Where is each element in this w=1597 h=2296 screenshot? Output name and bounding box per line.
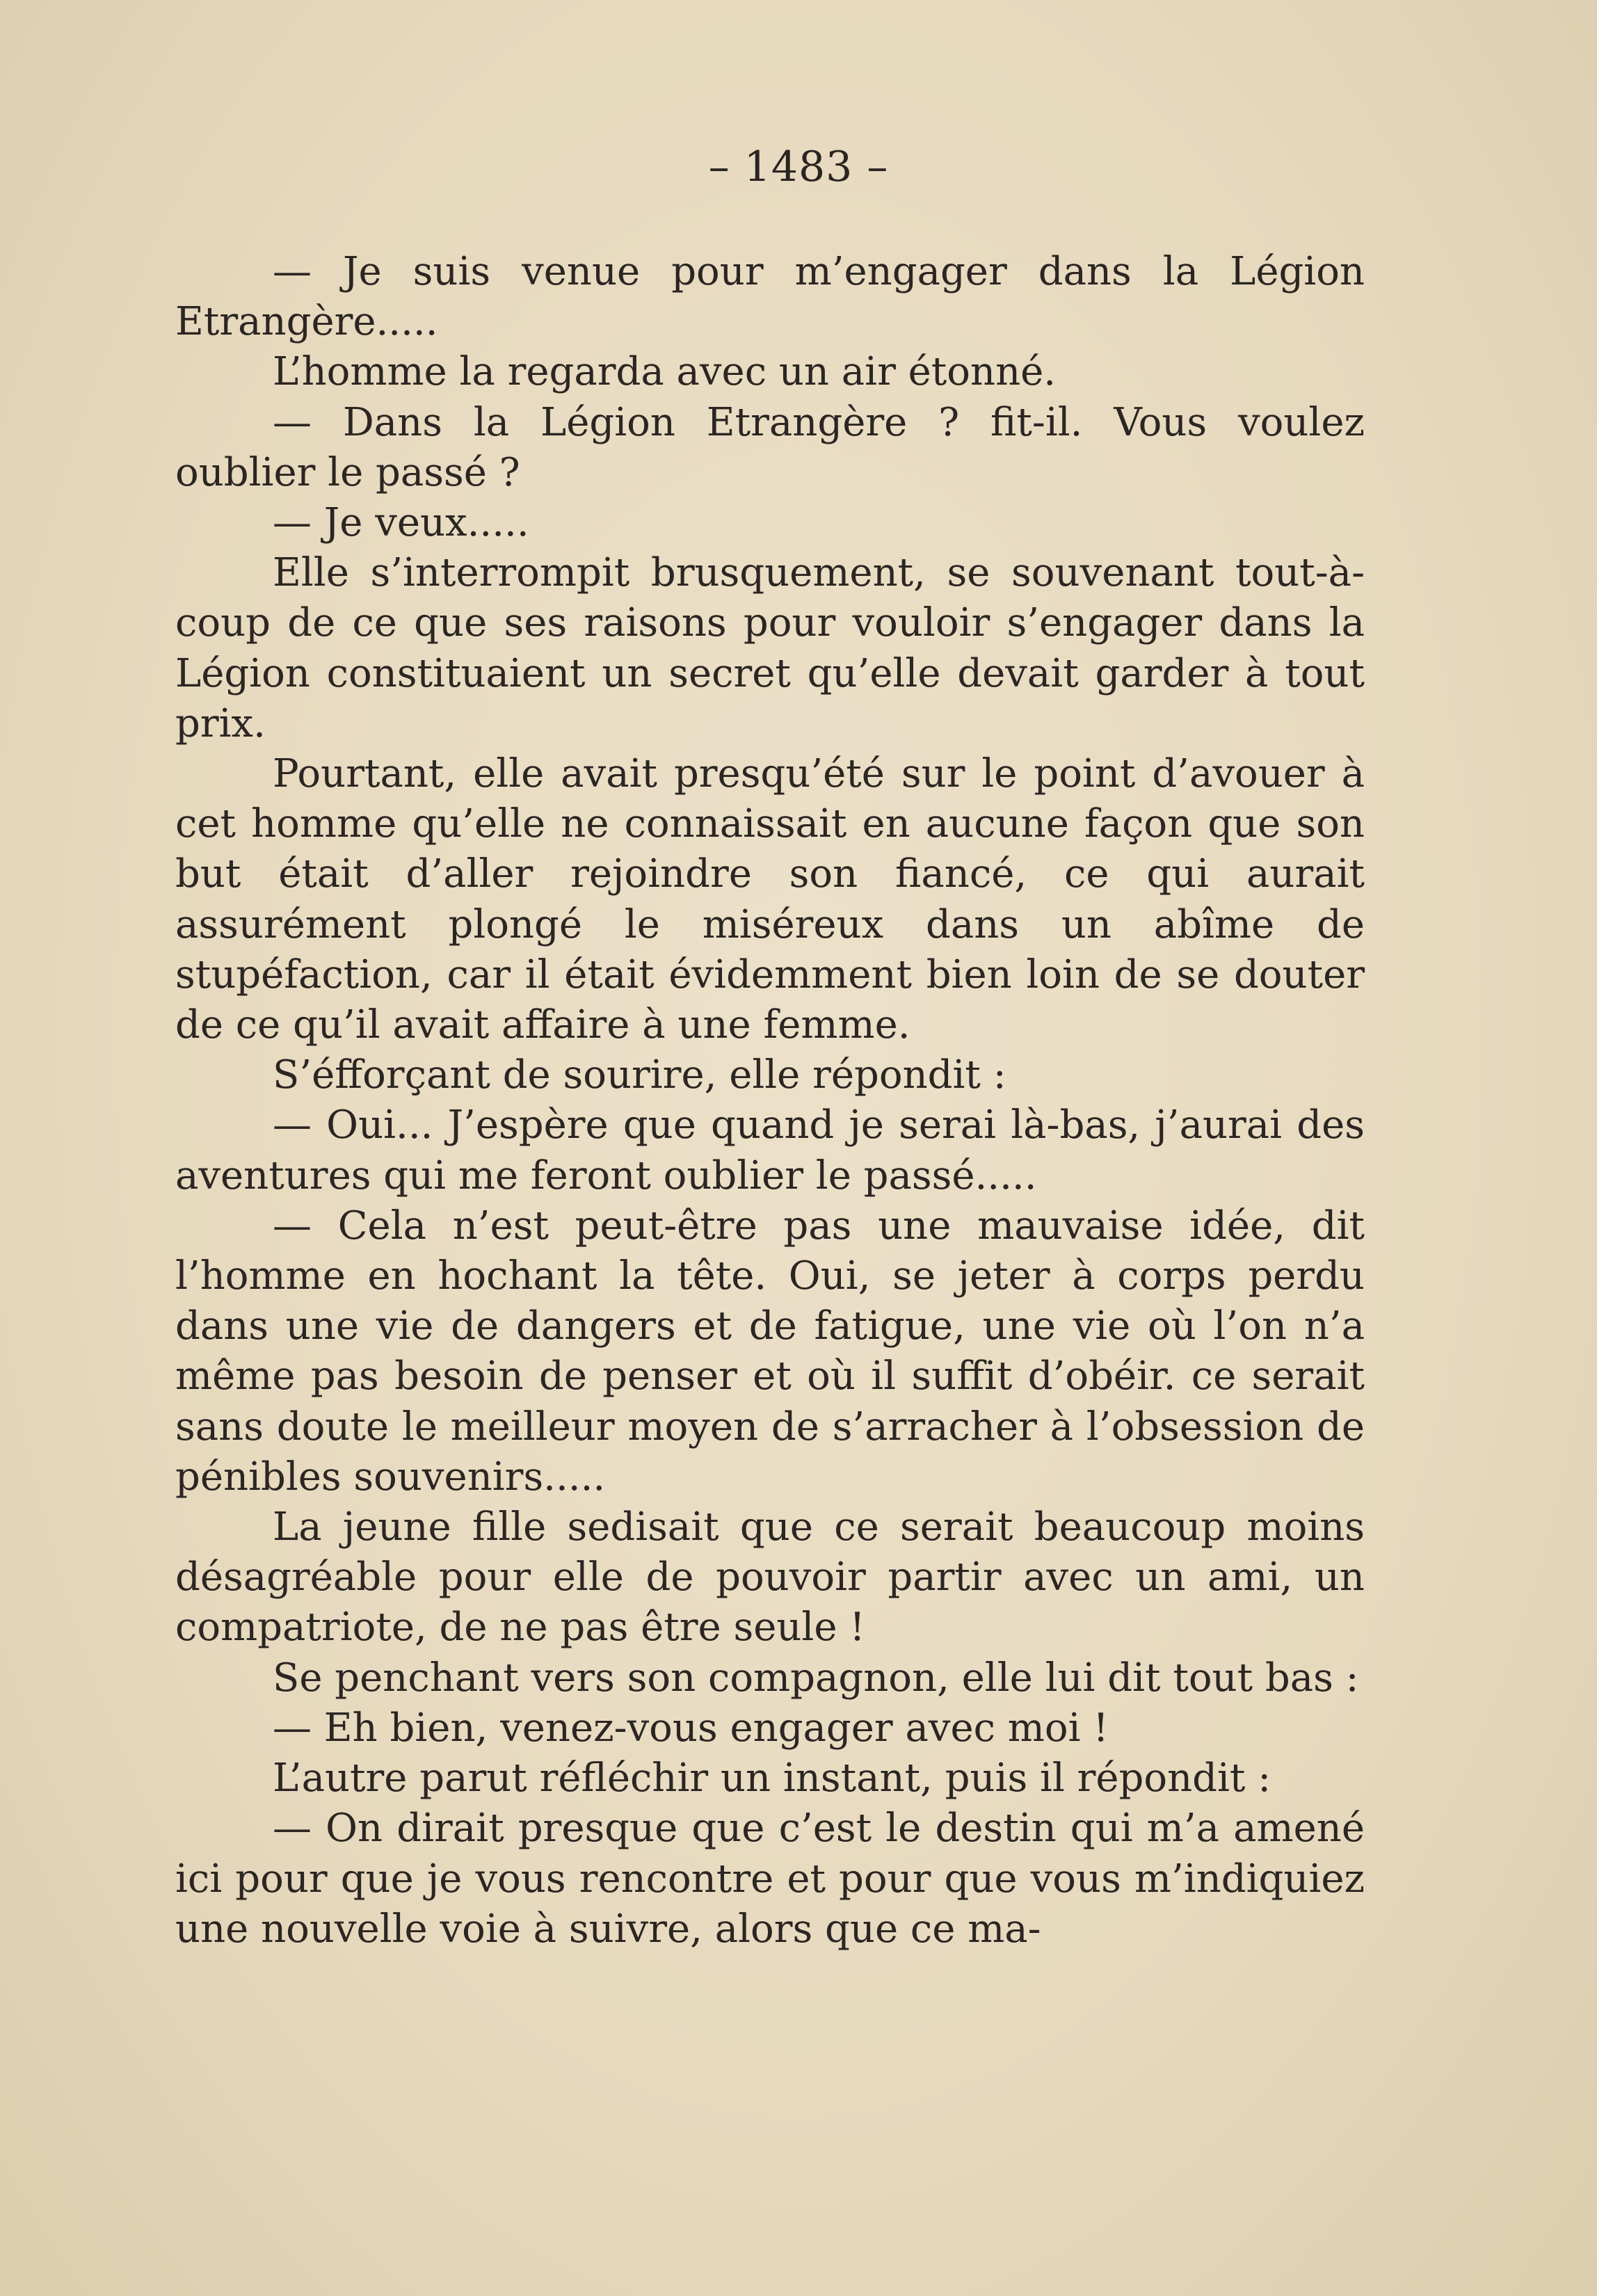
paragraph: La jeune fille sedisait que ce serait beaucoup moins désagréable pour elle de pouvoir partir avec un ami, un compatriote, de ne pas être seule !	[175, 1504, 1365, 1651]
paragraph: — Je suis venue pour m’engager dans la Légion Etrangère.....	[175, 249, 1365, 345]
paragraph: S’éfforçant de sourire, elle répondit :	[273, 1052, 1006, 1098]
paragraph: L’autre parut réfléchir un instant, puis il répondit :	[273, 1756, 1271, 1801]
page-number: – 1483 –	[708, 143, 889, 191]
paragraph: Pourtant, elle avait presqu’été sur le point d’avouer à cet homme qu’elle ne connaissait en aucune façon que son but était d’aller rejoindre son fiancé, ce qui aurait assurément plongé le miséreux dans un abîme de stupéfaction, car il était évidemment bien loin de se douter de ce qu’il avait affaire à une femme.	[175, 751, 1365, 1048]
paragraph: — Oui... J’espère que quand je serai là-bas, j’aurai des aventures qui me feront oublier le passé.....	[175, 1102, 1365, 1198]
paragraph: — On dirait presque que c’est le destin qui m’a amené ici pour que je vous rencontre et pour que vous m’indiquiez une nouvelle voie à suivre, alors que ce ma-	[175, 1806, 1365, 1952]
paragraph: — Eh bien, venez-vous engager avec moi !	[273, 1705, 1109, 1751]
paragraph: Se penchant vers son compagnon, elle lui dit tout bas :	[273, 1655, 1359, 1701]
paragraph: — Dans la Légion Etrangère ? fit-il. Vous voulez oublier le passé ?	[175, 399, 1365, 495]
paragraph: — Cela n’est peut-être pas une mauvaise idée, dit l’homme en hochant la tête. Oui, se jeter à corps perdu dans une vie de dangers et de fatigue, une vie où l’on n’a même pas besoin de penser et où il suffit d’obéir. ce serait sans doute le meilleur moyen de s’arracher à l’obsession de pénibles souvenirs.....	[175, 1203, 1365, 1500]
paragraph: L’homme la regarda avec un air étonné.	[273, 349, 1057, 395]
paragraph: Elle s’interrompit brusquement, se souvenant tout-à-coup de ce que ses raisons pour vouloir s’engager dans la Légion constituaient un secret qu’elle devait garder à tout prix.	[175, 550, 1365, 746]
paragraph: — Je veux.....	[273, 500, 529, 546]
body-text	[175, 247, 1365, 1954]
